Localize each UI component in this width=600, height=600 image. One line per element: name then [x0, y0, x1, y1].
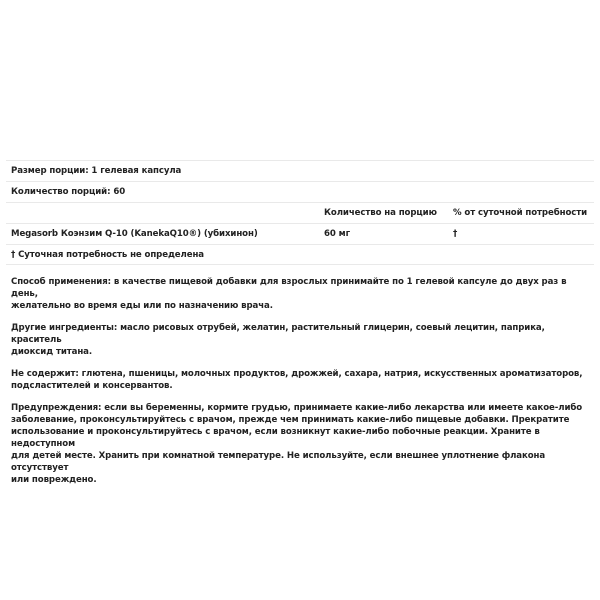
ingredients-line: диоксид титана. — [11, 347, 93, 357]
warnings-section — [11, 402, 595, 486]
daily-value-header: % от суточной потребности — [453, 208, 588, 218]
other-ingredients-section — [11, 322, 595, 358]
warnings-line: использование и проконсультируйтесь с врачом, если возникнут какие-либо побочные реакции. Храните в недоступном — [11, 427, 540, 449]
usage-section — [11, 276, 595, 312]
free-from-section — [11, 368, 595, 392]
table-header-row — [6, 202, 594, 223]
supplement-facts-table — [6, 160, 594, 265]
free-from-line: Не содержит: глютена, пшеницы, молочных продуктов, дрожжей, сахара, натрия, искусственных ароматизаторов, — [11, 369, 583, 379]
ingredient-daily-value: † — [453, 229, 458, 239]
servings-count: Количество порций: 60 — [11, 187, 126, 197]
ingredients-line: Другие ингредиенты: масло рисовых отрубей, желатин, растительный глицерин, соевый лецитин, паприка, краситель — [11, 323, 545, 345]
usage-line: желательно во время еды или по назначению врача. — [11, 301, 273, 311]
table-row — [6, 223, 594, 244]
free-from-line: подсластителей и консервантов. — [11, 381, 173, 391]
ingredient-amount: 60 мг — [324, 229, 350, 239]
warnings-line: заболевание, проконсультируйтесь с врачом, прежде чем принимать какие-либо пищевые добавки. Прекратите — [11, 415, 570, 425]
serving-size-row — [6, 160, 594, 181]
servings-count-row — [6, 181, 594, 202]
daily-value-footnote: † Суточная потребность не определена — [11, 250, 204, 260]
footnote-row — [6, 244, 594, 265]
warnings-line: Предупреждения: если вы беременны, кормите грудью, принимаете какие-либо лекарства или имеете какое-либо — [11, 403, 583, 413]
amount-per-serving-header: Количество на порцию — [324, 208, 437, 218]
warnings-line: или повреждено. — [11, 475, 97, 485]
ingredient-name: Megasorb Коэнзим Q-10 (KanekaQ10®) (убихинон) — [11, 229, 258, 239]
serving-size: Размер порции: 1 гелевая капсула — [11, 166, 182, 176]
product-info-text — [11, 276, 595, 496]
usage-line: Способ применения: в качестве пищевой добавки для взрослых принимайте по 1 гелевой капсуле до двух раз в день, — [11, 277, 567, 299]
warnings-line: для детей месте. Хранить при комнатной температуре. Не используйте, если внешнее уплотнение флакона отсутствует — [11, 451, 546, 473]
